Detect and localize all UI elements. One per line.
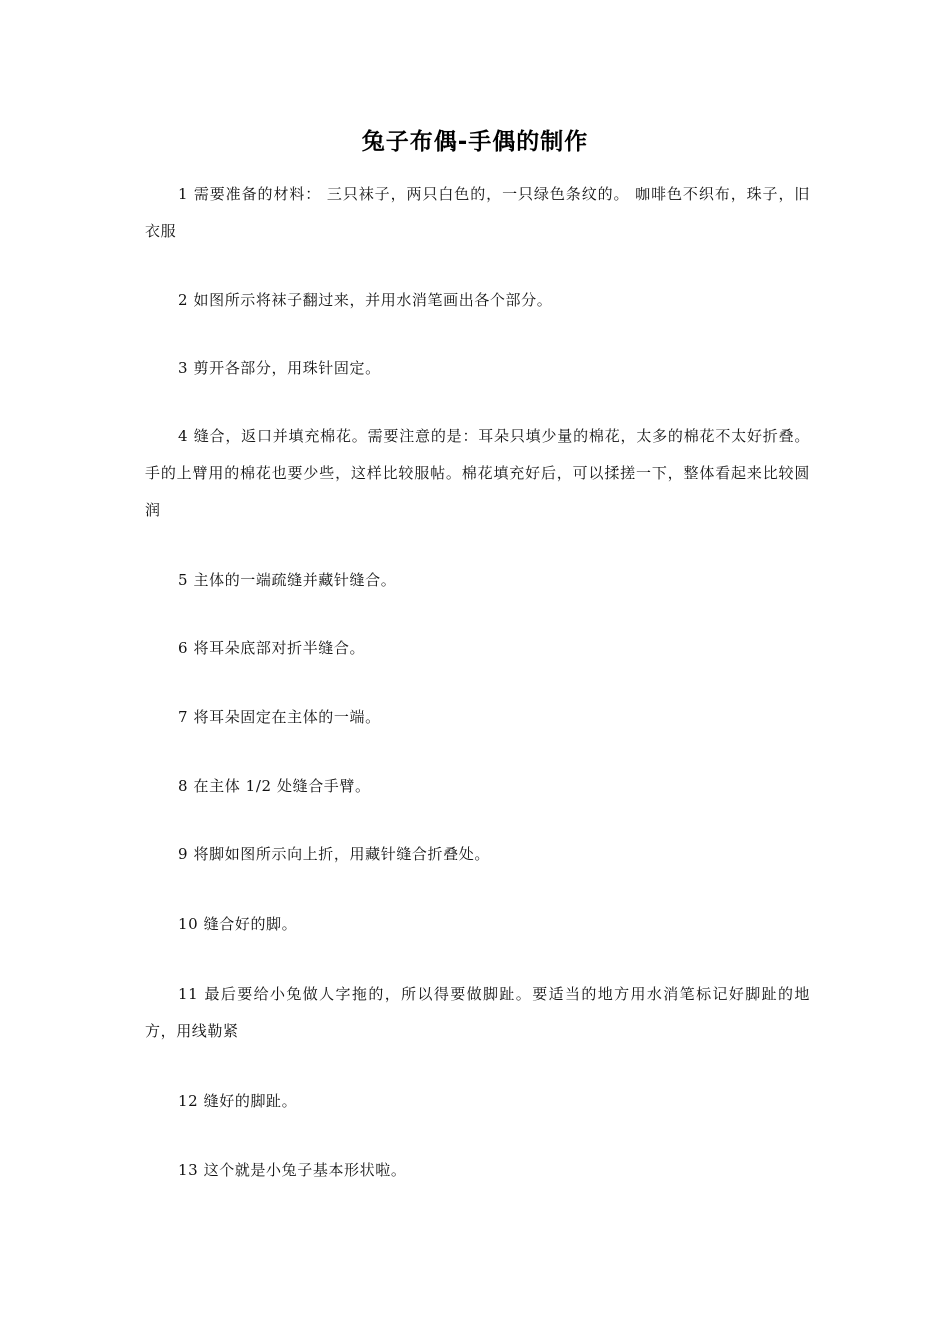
step-3: 3 剪开各部分，用珠针固定。 — [178, 359, 381, 377]
step-2: 2 如图所示将袜子翻过来，并用水消笔画出各个部分。 — [178, 291, 553, 309]
step-11: 11 最后要给小兔做人字拖的，所以得要做脚趾。要适当的地方用水消笔标记好脚趾的地方，用线勒紧 — [145, 985, 810, 1040]
step-6: 6 将耳朵底部对折半缝合。 — [178, 639, 366, 657]
step-8: 8 在主体 1/2 处缝合手臂。 — [178, 777, 371, 795]
step-1: 1 需要准备的材料： 三只袜子，两只白色的，一只绿色条纹的。 咖啡色不织布，珠子，旧衣服 — [145, 185, 810, 240]
step-10: 10 缝合好的脚。 — [178, 915, 298, 933]
step-13: 13 这个就是小兔子基本形状啦。 — [178, 1161, 407, 1179]
step-7: 7 将耳朵固定在主体的一端。 — [178, 708, 381, 726]
step-5: 5 主体的一端疏缝并藏针缝合。 — [178, 571, 397, 589]
page-title: 兔子布偶-手偶的制作 — [361, 129, 589, 155]
step-9: 9 将脚如图所示向上折，用藏针缝合折叠处。 — [178, 845, 490, 863]
step-12: 12 缝好的脚趾。 — [178, 1092, 298, 1110]
step-4: 4 缝合，返口并填充棉花。需要注意的是：耳朵只填少量的棉花，太多的棉花不太好折叠。手的上臂用的棉花也要少些，这样比较服帖。棉花填充好后，可以揉搓一下，整体看起来比较圆润 — [145, 427, 810, 519]
